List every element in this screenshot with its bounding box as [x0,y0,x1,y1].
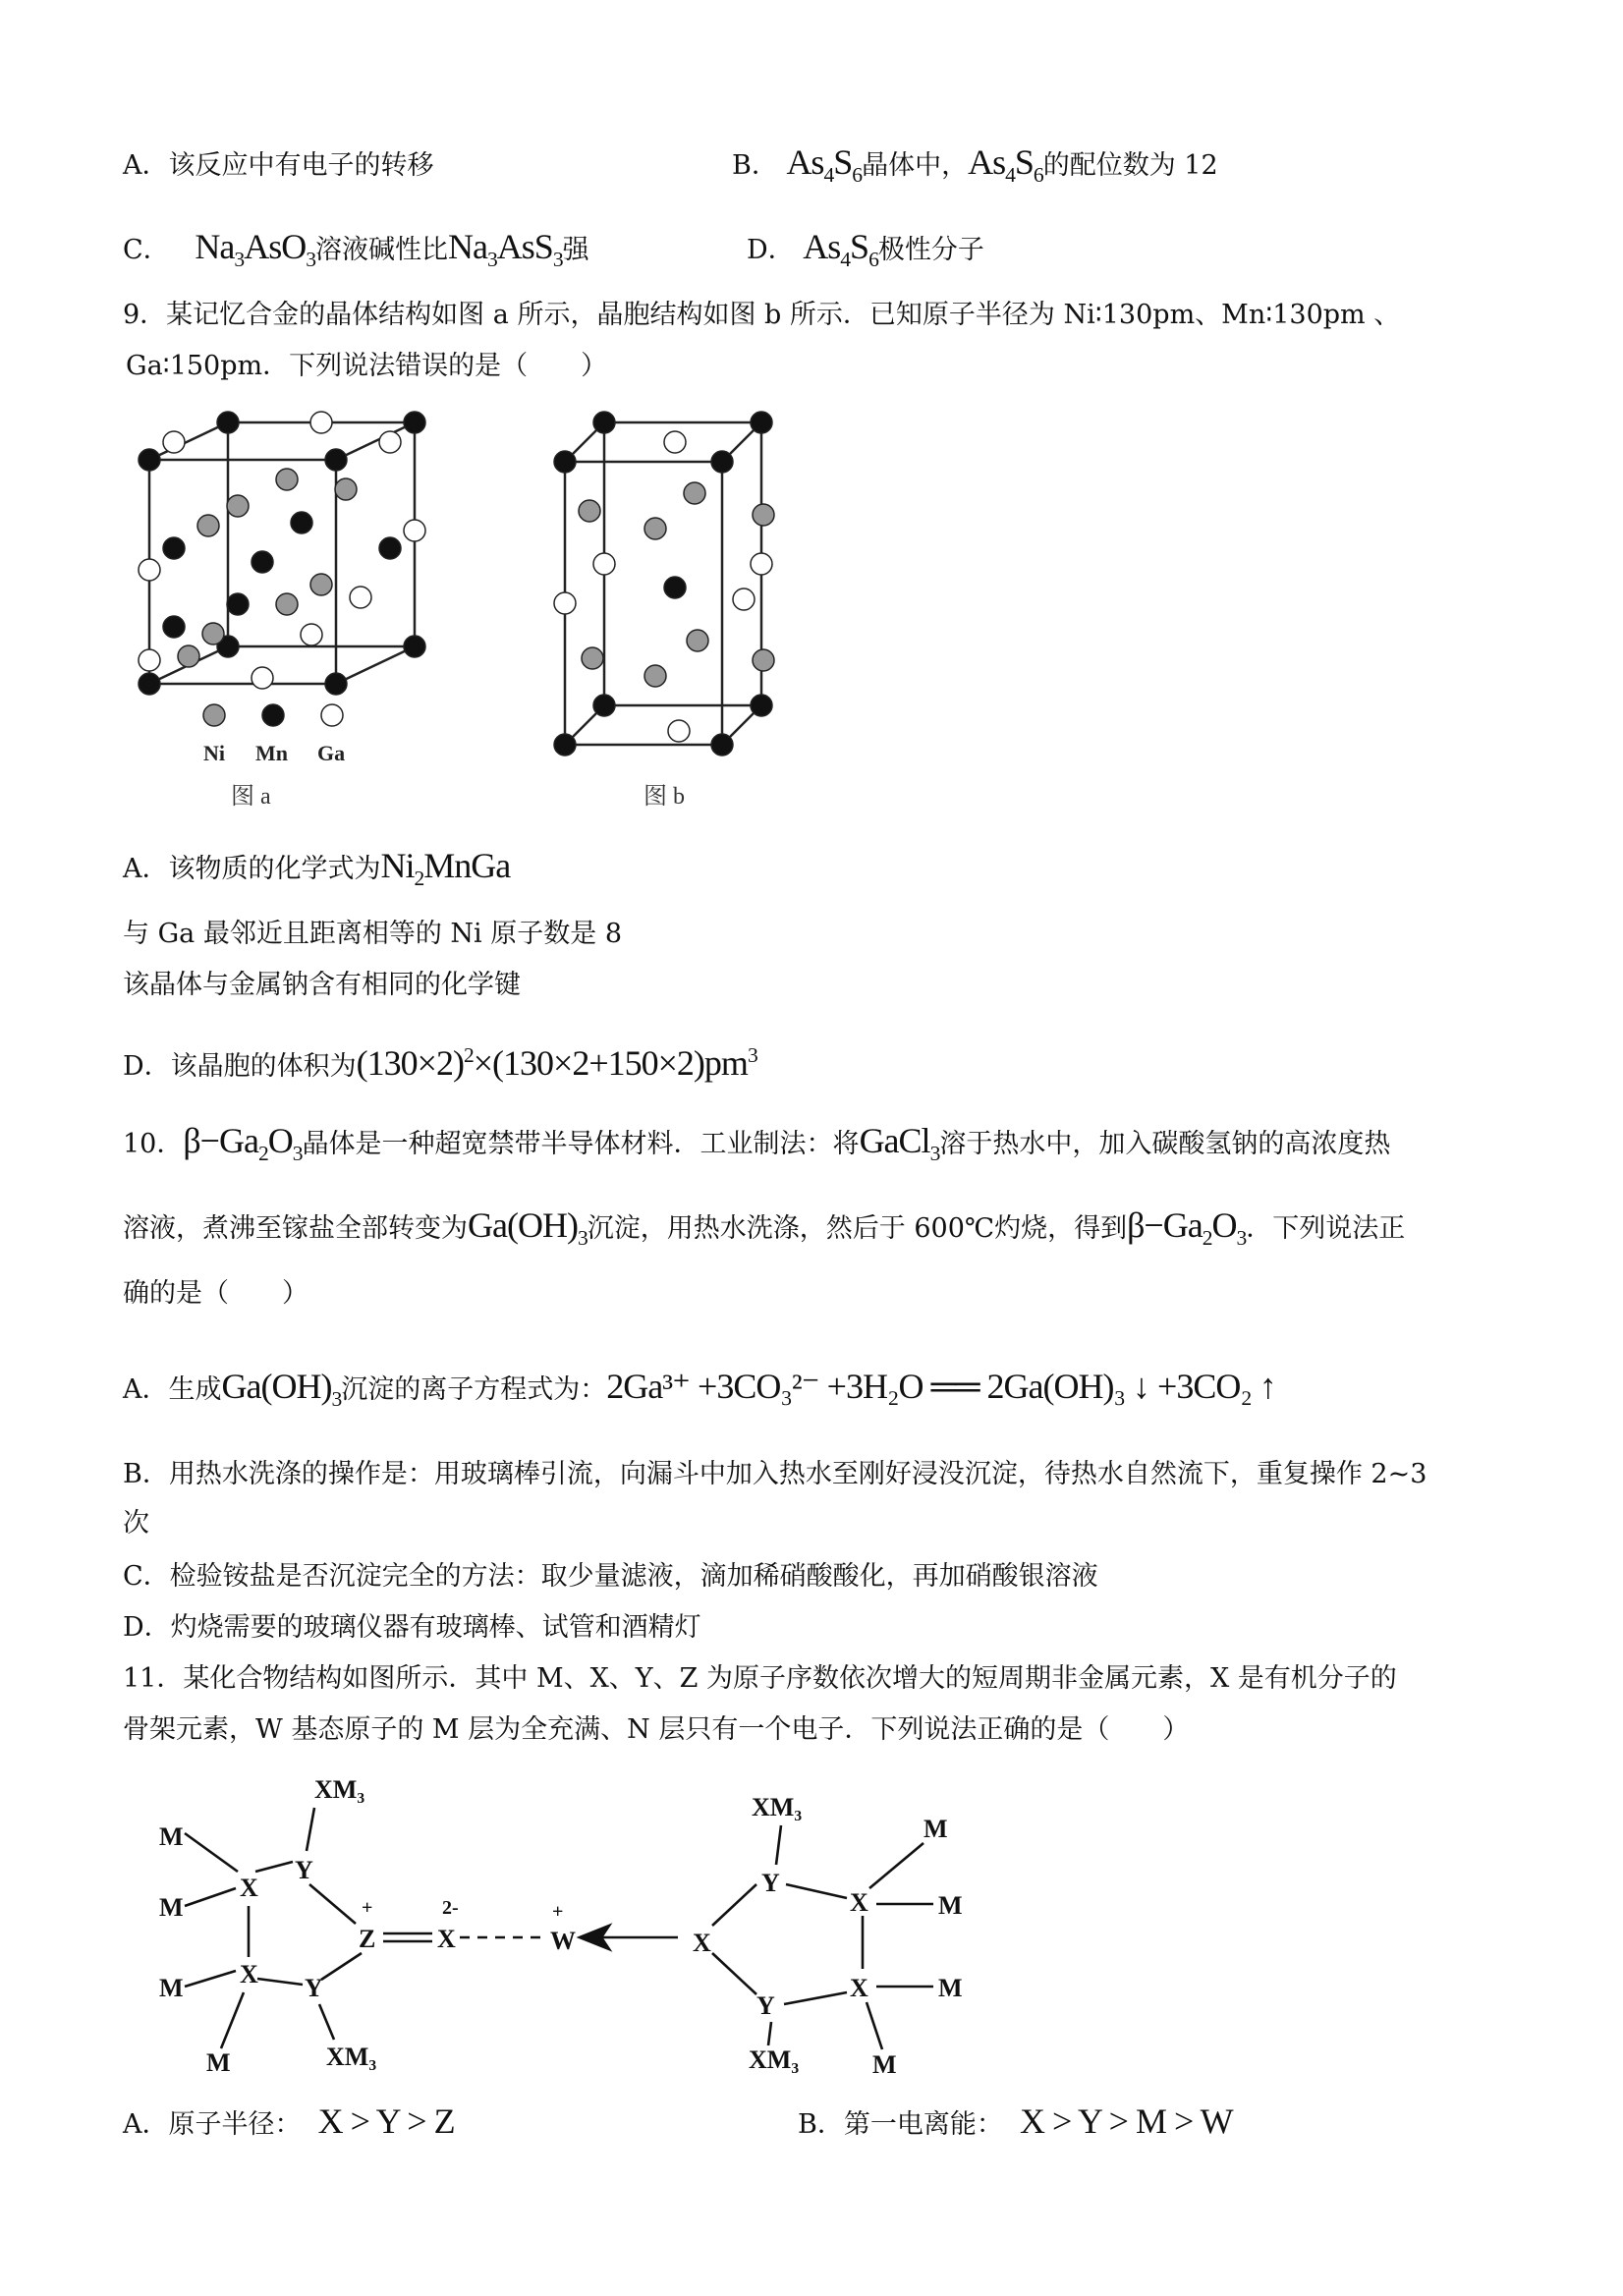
svg-text:M: M [159,1822,184,1851]
svg-text:M: M [206,2048,231,2077]
q10-stem-line3: 确的是（ ） [123,1278,308,1309]
svg-text:M: M [872,2050,897,2079]
svg-text:X: X [850,1974,868,2002]
svg-text:XM₃: XM₃ [314,1775,365,1804]
svg-text:X: X [240,1960,258,1988]
q11-stem-line1: 11．某化合物结构如图所示．其中 M、X、Y、Z 为原子序数依次增大的短周期非金属元素，X 是有机分子的 [123,1663,1397,1694]
legend-mn: Mn [255,741,288,765]
q8-option-b: B． $As_4S_6$晶体中，$As_4S_6$的配位数为 12 [732,142,1218,188]
svg-text:Y: Y [756,1991,775,2020]
legend-ni: Ni [203,741,225,765]
q8-option-a: A．该反应中有电子的转移 [123,150,434,181]
q10-option-a: A．生成$Ga(OH)_3$沉淀的离子方程式为：2Ga³⁺ +3CO₃²⁻ +3H₂O ══ 2Ga(OH)₃ ↓ +3CO₂ ↑ [123,1367,1276,1412]
svg-text:M: M [938,1974,963,2002]
q10-option-c: C．检验铵盐是否沉淀完全的方法：取少量滤液，滴加稀硝酸酸化，再加硝酸银溶液 [123,1561,1098,1592]
q9-stem-line1: 9．某记忆合金的晶体结构如图 a 所示，晶胞结构如图 b 所示．已知原子半径为 Ni∶130pm、Mn∶130pm 、 [123,300,1401,330]
legend-ga: Ga [317,741,346,765]
q8-option-c: C． $Na_3AsO_3$溶液碱性比$Na_3AsS_3$强 [123,227,589,272]
compound-structure-diagram [147,1768,1012,2093]
unit-cell-figure-b [535,403,820,815]
caption-fig-a: 图 a [231,784,271,810]
q10-stem-line2: 溶液，煮沸至镓盐全部转变为$Ga(OH)_3$沉淀，用热水洗涤，然后于 600℃灼烧，得到$\beta-Ga_2O_3$．下列说法正 [123,1205,1406,1251]
q11-option-a: A．原子半径： X > Y > Z [123,2101,455,2141]
svg-text:M: M [159,1974,184,2002]
svg-text:XM₃: XM₃ [749,2045,800,2074]
q9-option-d: D．该晶胞的体积为$(130\times 2)^2\times(130\times 2+150\times 2)pm^3$ [123,1043,757,1083]
q8-option-d: D． $As_4S_6$极性分子 [747,227,984,272]
q9-stem-line2: Ga∶150pm．下列说法错误的是（ ） [126,351,608,381]
q10-option-b-line1: B．用热水洗涤的操作是：用玻璃棒引流，向漏斗中加入热水至刚好浸没沉淀，待热水自然流下，重复操作 2~3 [123,1459,1427,1489]
q11-stem-line2: 骨架元素，W 基态原子的 M 层为全充满、N 层只有一个电子．下列说法正确的是（ ） [123,1714,1190,1745]
q9-option-b: 与 Ga 最邻近且距离相等的 Ni 原子数是 8 [123,919,623,949]
q10-option-d: D．灼烧需要的玻璃仪器有玻璃棒、试管和酒精灯 [123,1612,701,1643]
caption-fig-b: 图 b [644,784,685,810]
svg-text:X: X [240,1874,258,1902]
q10-stem-line1: 10．$\beta-Ga_2O_3$晶体是一种超宽禁带半导体材料．工业制法：将GaCl$_3$溶于热水中，加入碳酸氢钠的高浓度热 [123,1121,1391,1166]
svg-text:M: M [938,1891,963,1920]
svg-text:M: M [159,1893,184,1922]
svg-text:Z: Z [359,1925,376,1953]
svg-text:X: X [693,1929,711,1957]
q9-option-a: A．该物质的化学式为$Ni_2MnGa$ [123,846,511,891]
svg-text:M: M [923,1815,948,1843]
svg-text:W: W [550,1927,576,1955]
svg-text:Y: Y [295,1856,313,1884]
crystal-structure-figure-a [128,403,452,815]
svg-text:Y: Y [761,1869,780,1897]
q10-option-b-line2: 次 [123,1508,149,1539]
svg-text:X: X [437,1925,456,1953]
svg-text:XM₃: XM₃ [326,2043,377,2071]
q9-option-c: 该晶体与金属钠含有相同的化学键 [123,970,521,1000]
svg-text:XM₃: XM₃ [752,1793,803,1821]
svg-text:+: + [552,1901,564,1923]
svg-text:Y: Y [305,1974,323,2002]
svg-text:X: X [850,1888,868,1917]
q11-option-b: B．第一电离能： X > Y > M > W [798,2101,1233,2141]
svg-text:2-: 2- [442,1897,459,1919]
svg-text:+: + [362,1897,373,1919]
